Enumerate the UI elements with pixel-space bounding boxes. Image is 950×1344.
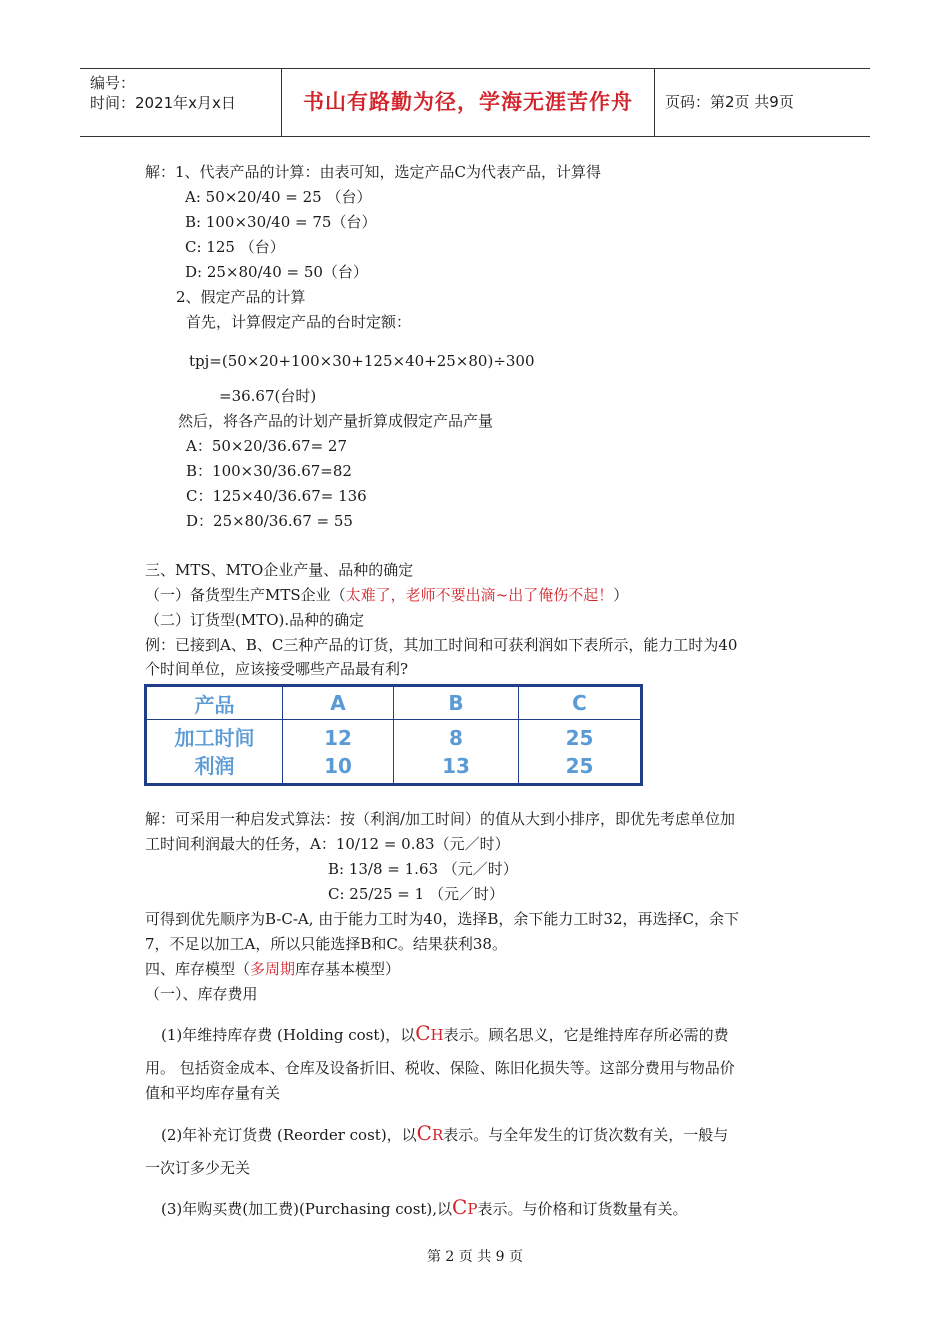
section-heading: 四、库存模型（多周期库存基本模型） bbox=[145, 960, 401, 978]
calc-line: A: 50×20/40 = 25 （台） bbox=[185, 188, 372, 206]
symbol-sub: P bbox=[467, 1200, 478, 1218]
table-header-cell: C bbox=[519, 686, 642, 720]
calc-line: B：100×30/36.67=82 bbox=[186, 462, 352, 480]
section-heading: 三、MTS、MTO企业产量、品种的确定 bbox=[145, 561, 414, 579]
symbol-c: C bbox=[416, 1121, 432, 1145]
page-header bbox=[80, 68, 870, 137]
symbol-sub: H bbox=[430, 1026, 444, 1044]
time-label: 时间：2021年x月x日 bbox=[90, 94, 236, 112]
formula-result: =36.67(台时) bbox=[219, 387, 317, 405]
number-label: 编号： bbox=[90, 74, 136, 92]
text-line: 例：已接到A、B、C三种产品的订货，其加工时间和可获利润如下表所示，能力工时为40 bbox=[145, 636, 738, 654]
calc-line: B: 13/8 = 1.63 （元／时） bbox=[328, 860, 518, 878]
subheading: 2、假定产品的计算 bbox=[176, 288, 306, 306]
symbol-c: C bbox=[415, 1021, 431, 1045]
text-line: (1)年维持库存费 (Holding cost)，以CH表示。顾名思义，它是维持库存所必需的费 bbox=[161, 1021, 729, 1045]
text-line: （一）备货型生产MTS企业（太难了，老师不要出滴~出了俺伤不起！） bbox=[145, 586, 629, 604]
page-footer: 第 2 页 共 9 页 bbox=[426, 1249, 524, 1265]
header-motto: 书山有路勤为径，学海无涯苦作舟 bbox=[281, 69, 655, 136]
table-cell-b: 8 13 bbox=[394, 720, 519, 785]
subheading: （一）、库存费用 bbox=[145, 985, 258, 1003]
text-line: 首先，计算假定产品的台时定额： bbox=[186, 313, 412, 331]
calc-line: D：25×80/36.67 = 55 bbox=[186, 512, 353, 530]
text-line: （二）订货型(MTO).品种的确定 bbox=[145, 611, 365, 629]
calc-line: C：125×40/36.67= 136 bbox=[186, 487, 367, 505]
table-header-cell: 产品 bbox=[146, 686, 283, 720]
red-highlight: 多周期 bbox=[250, 960, 296, 978]
row-labels-cell: 加工时间 利润 bbox=[146, 720, 283, 785]
red-remark: 太难了，老师不要出滴~出了俺伤不起！ bbox=[345, 586, 614, 604]
text-line: 可得到优先顺序为B-C-A, 由于能力工时为40，选择B，余下能力工时32，再选择C，余下 bbox=[145, 910, 739, 928]
table-row bbox=[146, 720, 642, 785]
text-line: 然后，将各产品的计划产量折算成假定产品产量 bbox=[178, 412, 494, 430]
text-line: 7，不足以加工A，所以只能选择B和C。结果获利38。 bbox=[145, 935, 507, 953]
formula-line: tpj=(50×20+100×30+125×40+25×80)÷300 bbox=[189, 352, 535, 370]
symbol-c: C bbox=[452, 1195, 468, 1219]
calc-line: D: 25×80/40 = 50（台） bbox=[185, 263, 368, 281]
table-header-cell: B bbox=[394, 686, 519, 720]
text-line: 一次订多少无关 bbox=[145, 1159, 251, 1177]
calc-line: C: 25/25 = 1 （元／时） bbox=[328, 885, 504, 903]
calc-line: A：50×20/36.67= 27 bbox=[186, 437, 347, 455]
header-meta bbox=[80, 69, 281, 136]
header-page-info: 页码：第2页 共9页 bbox=[665, 93, 794, 111]
table-cell-a: 12 10 bbox=[283, 720, 394, 785]
symbol-sub: R bbox=[431, 1126, 444, 1144]
calc-line: C: 125 （台） bbox=[185, 238, 285, 256]
calc-line: B: 100×30/40 = 75（台） bbox=[185, 213, 377, 231]
text-line: (2)年补充订货费 (Reorder cost)，以CR表示。与全年发生的订货次数有关，一般与 bbox=[161, 1121, 729, 1145]
text-line: 个时间单位，应该接受哪些产品最有利? bbox=[145, 660, 409, 678]
solution-line: 解：1、代表产品的计算：由表可知，选定产品C为代表产品，计算得 bbox=[145, 163, 602, 181]
text-line: 工时间利润最大的任务，A：10/12 = 0.83（元／时） bbox=[145, 835, 510, 853]
table-cell-c: 25 25 bbox=[519, 720, 642, 785]
table-header-row bbox=[146, 686, 642, 720]
profit-table bbox=[144, 684, 643, 786]
table-header-cell: A bbox=[283, 686, 394, 720]
text-line: 用。 包括资金成本、仓库及设备折旧、税收、保险、陈旧化损失等。这部分费用与物品价 bbox=[145, 1059, 735, 1077]
text-line: 解：可采用一种启发式算法：按（利润/加工时间）的值从大到小排序，即优先考虑单位加 bbox=[145, 810, 736, 828]
text-line: (3)年购买费(加工费)(Purchasing cost),以CP表示。与价格和订货数量有关。 bbox=[161, 1195, 688, 1219]
text-line: 值和平均库存量有关 bbox=[145, 1084, 281, 1102]
